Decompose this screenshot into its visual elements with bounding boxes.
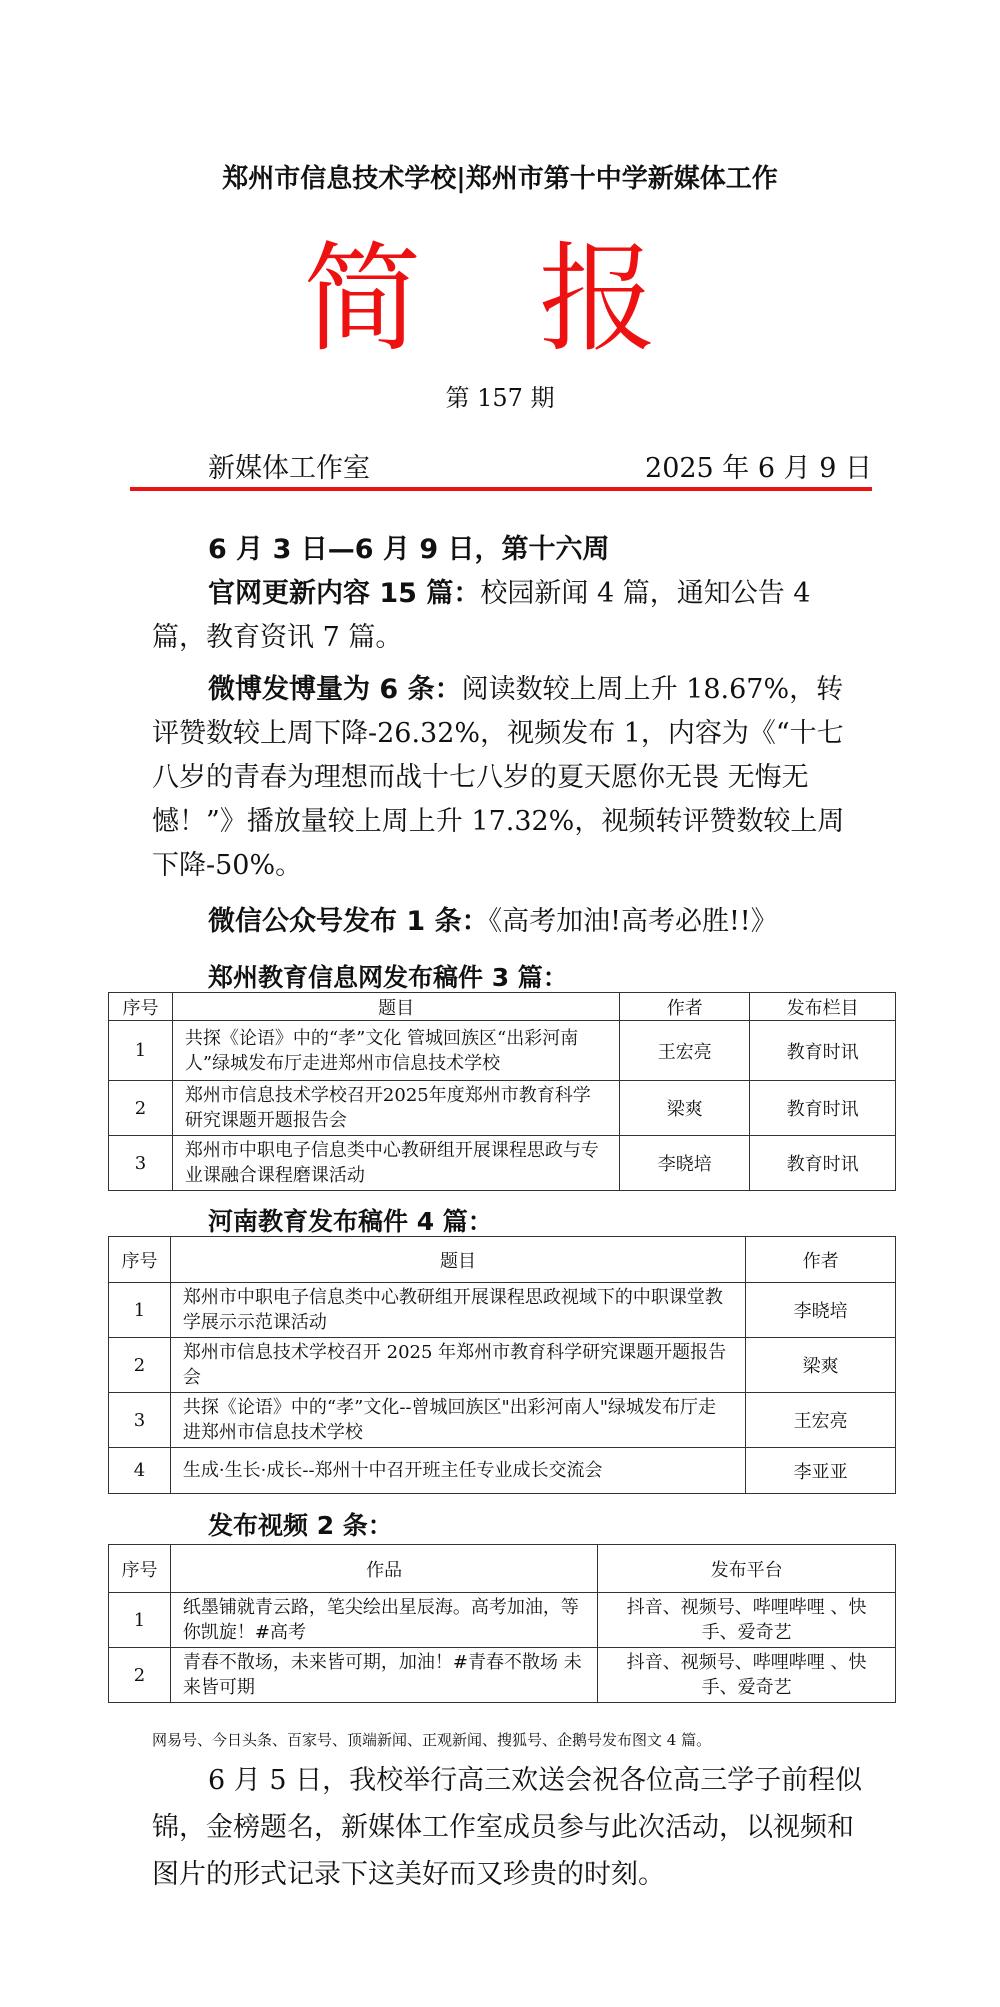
row-no: 3	[109, 1393, 171, 1448]
col-header-no: 序号	[109, 1545, 171, 1593]
col-header-author: 作者	[620, 993, 750, 1021]
issue-number: 第 157 期	[445, 384, 555, 412]
wechat-text: 《高考加油!高考必胜!!》	[488, 906, 778, 937]
row-author: 李亚亚	[746, 1448, 896, 1494]
row-no: 1	[109, 1593, 171, 1648]
weibo-text: 阅读数较上周上升 18.67%，转评赞数较上周下降-26.32%，视频发布 1，内容为《“十七八岁的青春为理想而战十七八岁的夏天愿你无畏 无悔无憾！”》播放量较上周上升 17.32%，视频转评赞数较上周下降-50%。	[152, 674, 845, 881]
col-header-author: 作者	[746, 1237, 896, 1283]
col-header-work: 作品	[170, 1545, 597, 1593]
row-author: 李晓培	[620, 1136, 750, 1191]
table-row	[109, 1021, 896, 1081]
table-row	[109, 1283, 896, 1338]
row-no: 1	[109, 1283, 171, 1338]
website-text: 校园新闻 4 篇，通知公告 4 篇，教育资讯 7 篇。	[152, 578, 811, 653]
wechat-label: 微信公众号发布 1 条：	[208, 906, 489, 937]
table-row	[109, 1393, 896, 1448]
row-column: 教育时讯	[750, 1021, 896, 1081]
col-header-title: 题目	[172, 993, 619, 1021]
row-author: 李晓培	[746, 1283, 896, 1338]
week-range: 6 月 3 日—6 月 9 日，第十六周	[208, 534, 610, 565]
row-title: 郑州市信息技术学校召开 2025 年郑州市教育科学研究课题开题报告会	[170, 1338, 745, 1393]
table-row	[109, 1593, 896, 1648]
row-no: 2	[109, 1081, 173, 1136]
row-work: 纸墨铺就青云路，笔尖绘出星辰海。高考加油，等你凯旋！#高考	[170, 1593, 597, 1648]
zz-edu-table	[108, 992, 896, 1191]
row-title: 共探《论语》中的“孝”文化--曾城回族区"出彩河南人"绿城发布厅走进郑州市信息技术学校	[170, 1393, 745, 1448]
row-no: 2	[109, 1648, 171, 1703]
row-title: 郑州市中职电子信息类中心教研组开展课程思政与专业课融合课程磨课活动	[172, 1136, 619, 1191]
table-header-row	[109, 1545, 896, 1593]
weibo-summary	[152, 668, 852, 888]
table-header-row	[109, 993, 896, 1021]
row-no: 2	[109, 1338, 171, 1393]
table-row	[109, 1648, 896, 1703]
weibo-label: 微博发博量为 6 条：	[208, 674, 462, 705]
publish-date: 2025 年 6 月 9 日	[645, 453, 872, 484]
col-header-column: 发布栏目	[750, 993, 896, 1021]
row-title: 郑州市中职电子信息类中心教研组开展课程思政视域下的中职课堂教学展示示范课活动	[170, 1283, 745, 1338]
table-row	[109, 1136, 896, 1191]
header-org-title: 郑州市信息技术学校|郑州市第十中学新媒体工作	[222, 164, 778, 194]
row-platform: 抖音、视频号、哔哩哔哩 、快手、爱奇艺	[598, 1648, 896, 1703]
row-author: 梁爽	[746, 1338, 896, 1393]
bulletin-title: 简 报	[303, 230, 697, 368]
table-row	[109, 1338, 896, 1393]
event-paragraph: 6 月 5 日，我校举行高三欢送会祝各位高三学子前程似锦，金榜题名，新媒体工作室成员参与此次活动，以视频和图片的形式记录下这美好而又珍贵的时刻。	[152, 1765, 863, 1890]
header-divider	[130, 487, 872, 491]
row-no: 1	[109, 1021, 173, 1081]
henan-edu-title: 河南教育发布稿件 4 篇：	[208, 1207, 493, 1236]
row-author: 王宏亮	[746, 1393, 896, 1448]
row-platform: 抖音、视频号、哔哩哔哩 、快手、爱奇艺	[598, 1593, 896, 1648]
col-header-title: 题目	[170, 1237, 745, 1283]
row-title: 郑州市信息技术学校召开2025年度郑州市教育科学研究课题开题报告会	[172, 1081, 619, 1136]
col-header-platform: 发布平台	[598, 1545, 896, 1593]
website-summary	[152, 572, 852, 660]
zz-edu-title: 郑州教育信息网发布稿件 3 篇：	[208, 963, 568, 992]
col-header-no: 序号	[109, 1237, 171, 1283]
table-header-row	[109, 1237, 896, 1283]
row-title: 生成·生长·成长--郑州十中召开班主任专业成长交流会	[170, 1448, 745, 1494]
table-row	[109, 1081, 896, 1136]
other-platforms-note: 网易号、今日头条、百家号、顶端新闻、正观新闻、搜狐号、企鹅号发布图文 4 篇。	[152, 1731, 712, 1749]
row-column: 教育时讯	[750, 1081, 896, 1136]
row-author: 王宏亮	[620, 1021, 750, 1081]
row-work: 青春不散场，未来皆可期，加油！#青春不散场 未来皆可期	[170, 1648, 597, 1703]
wechat-summary	[208, 900, 778, 944]
col-header-no: 序号	[109, 993, 173, 1021]
row-no: 4	[109, 1448, 171, 1494]
row-column: 教育时讯	[750, 1136, 896, 1191]
row-title: 共探《论语》中的“孝”文化 管城回族区“出彩河南人”绿城发布厅走进郑州市信息技术学校	[172, 1021, 619, 1081]
table-row	[109, 1448, 896, 1494]
row-no: 3	[109, 1136, 173, 1191]
videos-table	[108, 1544, 896, 1703]
row-author: 梁爽	[620, 1081, 750, 1136]
videos-title: 发布视频 2 条：	[208, 1511, 393, 1540]
website-label: 官网更新内容 15 篇：	[208, 578, 481, 609]
henan-edu-table	[108, 1236, 896, 1494]
office-name: 新媒体工作室	[208, 453, 370, 484]
